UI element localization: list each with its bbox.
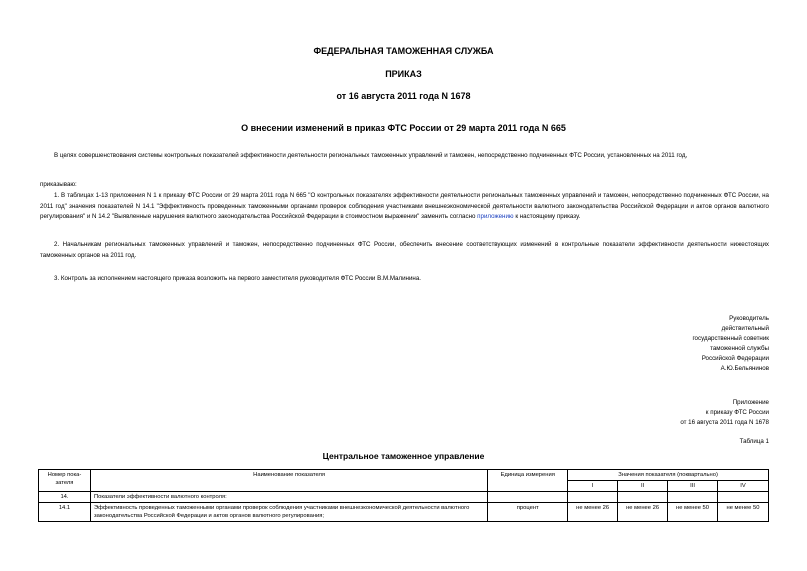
header-q2: II [618, 481, 668, 492]
row-number: 14. [39, 492, 91, 503]
table-header-row [39, 470, 769, 481]
appendix-header [680, 398, 769, 428]
item-2-paragraph: 2. Начальникам региональных таможенных управлений и таможен, непосредственно подчиненных ФТС России, обеспечить внесение соответствующих изменений в контрольные показатели эффективности деятельности нижестоящих таможенных органов на 2011 год. [40, 241, 769, 259]
item-1-text: 1. В таблицах 1-13 приложения N 1 к приказу ФТС России от 29 марта 2011 года N 665 "О контрольных показателях эффективности деятельности региональных таможенных управлений и таможен, непосредственно подчиненных ФТС России, на 2011 год" значения показателей N 14.1 "Эффективность проведенных таможенными органами проверок соблюдения участниками внешнеэкономической деятельности валютного законодательства Российской Федерации и актов органов валютного регулирования" и N 14.2 "Выявленные нарушения валютного законодательства Российской Федерации в стоимостном выражении" заменить согласно [40, 192, 769, 221]
document-title: О внесении изменений в приказ ФТС России от 29 марта 2011 года N 665 [241, 123, 566, 133]
appendix-line: Приложение [732, 399, 769, 406]
header-unit: Единица измерения [488, 470, 568, 492]
signature-line: действительный [721, 325, 769, 332]
header-q3: III [668, 481, 718, 492]
row-name: Показатели эффективности валютного контроля: [90, 492, 487, 503]
row-q4 [718, 492, 769, 503]
row-unit [488, 492, 568, 503]
appendix-line: от 16 августа 2011 года N 1678 [680, 419, 769, 426]
region-title: Центральное таможенное управление [322, 451, 485, 461]
row-q1: не менее 26 [568, 503, 618, 522]
item-1-tail: к настоящему приказу. [515, 213, 581, 221]
row-q1 [568, 492, 618, 503]
row-q3: не менее 50 [668, 503, 718, 522]
row-number: 14.1 [39, 503, 91, 522]
table-number: Таблица 1 [739, 438, 769, 445]
row-q2 [618, 492, 668, 503]
indicators-table [38, 469, 769, 522]
row-q2: не менее 26 [618, 503, 668, 522]
row-q3 [668, 492, 718, 503]
item-1-paragraph [40, 191, 769, 223]
table-row [39, 503, 769, 522]
signature-line: Российской Федерации [701, 355, 769, 362]
signature-block [692, 314, 769, 374]
preamble-paragraph: В целях совершенствования системы контрольных показателей эффективности деятельности региональных таможенных управлений и таможен, непосредственно подчиненных ФТС России, установленных на 2011 год, [54, 152, 688, 159]
row-name: Эффективность проведенных таможенными органами проверок соблюдения участниками внешнеэкономической деятельности валютного законодательства Российской Федерации и актов органов валютного регулирования; [90, 503, 487, 522]
order-word: приказываю: [40, 181, 77, 188]
signature-line: Руководитель [729, 315, 769, 322]
agency-name: ФЕДЕРАЛЬНАЯ ТАМОЖЕННАЯ СЛУЖБА [313, 46, 494, 56]
signature-line: государственный советник [692, 335, 769, 342]
table-row [39, 492, 769, 503]
signature-line: таможенной службы [710, 345, 769, 352]
header-name: Наименование показателя [90, 470, 487, 492]
document-date-number: от 16 августа 2011 года N 1678 [336, 91, 471, 101]
row-unit: процент [488, 503, 568, 522]
appendix-line: к приказу ФТС России [705, 409, 769, 416]
row-q4: не менее 50 [718, 503, 769, 522]
appendix-link[interactable]: приложению [477, 213, 514, 221]
header-values: Значения показателя (поквартально) [568, 470, 769, 481]
header-q4: IV [718, 481, 769, 492]
item-3-paragraph: 3. Контроль за исполнением настоящего приказа возложить на первого заместителя руководителя ФТС России В.М.Малинина. [54, 275, 422, 282]
header-q1: I [568, 481, 618, 492]
document-type: ПРИКАЗ [385, 69, 422, 79]
signature-line: А.Ю.Бельянинов [720, 365, 769, 372]
header-number: Номер пока- зателя [39, 470, 91, 492]
